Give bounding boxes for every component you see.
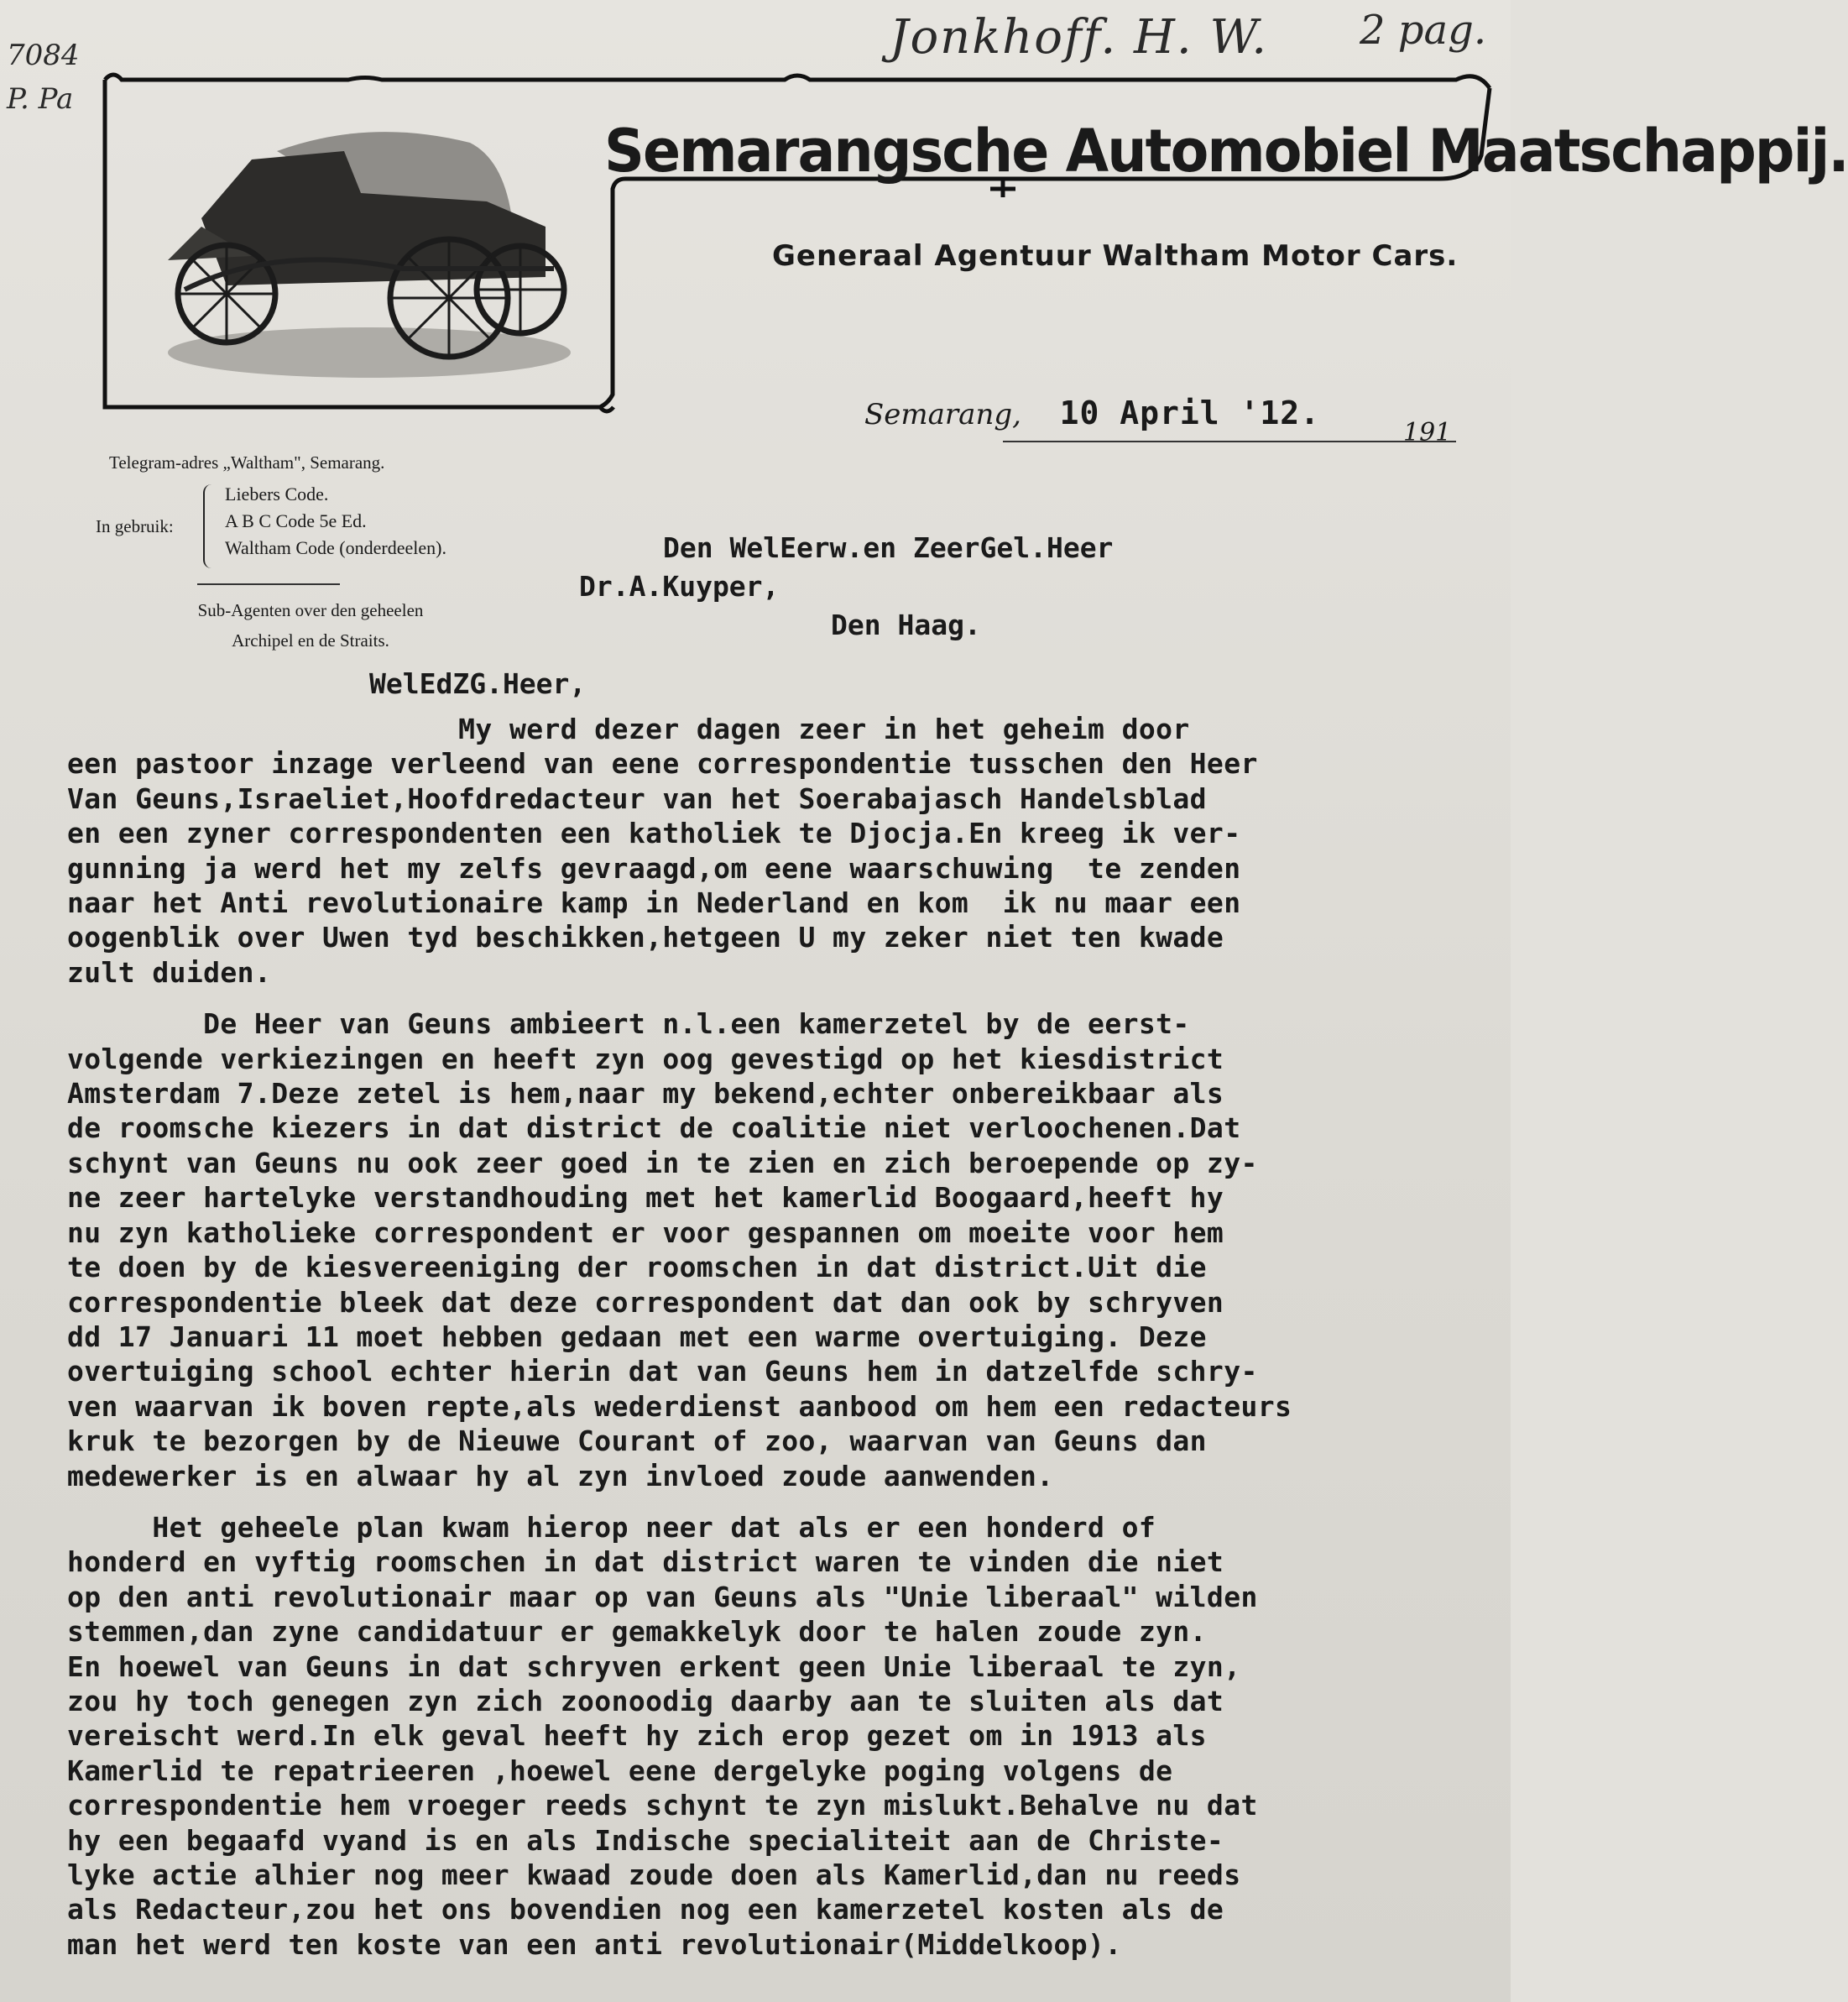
body-line: kruk te bezorgen by de Nieuwe Courant of zoo, waarvan van Geuns dan [67, 1424, 1207, 1458]
body-line: overtuiging school echter hierin dat van Geuns hem in datzelfde schry- [67, 1355, 1258, 1388]
body-line: op den anti revolutionair maar op van Geuns als "Unie liberaal" wilden [67, 1580, 1258, 1613]
code-item: A B C Code 5e Ed. [225, 510, 367, 531]
divider [197, 583, 340, 585]
codes-label: In gebruik: [96, 516, 174, 536]
letterhead-details [92, 449, 529, 656]
body-line: een pastoor inzage verleend van eene correspondentie tusschen den Heer [67, 747, 1258, 781]
archive-mark-line: P. Pa [7, 82, 74, 116]
vintage-automobile-icon [151, 101, 587, 378]
body-line: nu zyn katholieke correspondent er voor gespannen om moeite voor hem [67, 1215, 1224, 1249]
code-item: Waltham Code (onderdeelen). [225, 537, 446, 558]
body-line: naar het Anti revolutionaire kamp in Nederland en kom ik nu maar een [67, 886, 1241, 920]
subagents-note [92, 595, 529, 656]
body-paragraph [67, 1006, 1477, 1493]
body-line: Van Geuns,Israeliet,Hoofdredacteur van het Soerabajasch Handelsblad [67, 781, 1207, 815]
body-line: En hoewel van Geuns in dat schryven erkent geen Unie liberaal te zyn, [67, 1649, 1241, 1683]
body-line: hy een begaafd vyand is en als Indische specialiteit aan de Christe- [67, 1823, 1224, 1857]
body-line: medewerker is en alwaar hy al zyn invloed zoude aanwenden. [67, 1459, 1054, 1492]
body-line: lyke actie alhier nog meer kwaad zoude doen als Kamerlid,dan nu reeds [67, 1858, 1241, 1891]
addressee-line: Den Haag. [831, 609, 981, 641]
body-line: vereischt werd.In elk geval heeft hy zich erop gezet om in 1913 als [67, 1719, 1207, 1753]
body-paragraph [67, 712, 1477, 990]
body-line: Amsterdam 7.Deze zetel is hem,naar my bekend,echter onbereikbaar als [67, 1077, 1224, 1111]
body-line: oogenblik over Uwen tyd beschikken,hetgeen U my zeker niet ten kwade [67, 921, 1224, 954]
dateline-rule [1003, 441, 1456, 442]
body-line: honderd en vyftig roomschen in dat district waren te vinden die niet [67, 1545, 1224, 1579]
code-item: Liebers Code. [225, 484, 329, 504]
company-name: Semarangsche Automobiel Maatschappij. [604, 117, 1848, 186]
addressee-line: Den WelEerw.en ZeerGel.Heer [663, 531, 1114, 564]
body-line: De Heer van Geuns ambieert n.l.een kamerzetel by de eerst- [67, 1007, 1190, 1041]
body-paragraph [67, 1510, 1477, 1962]
telegram-address: Telegram-adres „Waltham", Semarang. [109, 452, 385, 473]
body-line: ven waarvan ik boven repte,als wederdienst aanbood om hem een redacteurs [67, 1389, 1292, 1423]
paragraph-gap [67, 990, 1477, 1006]
dateline [864, 395, 1320, 431]
body-line: en een zyner correspondenten een katholiek te Djocja.En kreeg ik ver- [67, 817, 1241, 850]
agency-subtitle: Generaal Agentuur Waltham Motor Cars. [772, 239, 1459, 273]
body-line: schynt van Geuns nu ook zeer goed in te zien en zich beroepende op zy- [67, 1146, 1258, 1179]
brace-icon [203, 484, 215, 568]
body-line: correspondentie bleek dat deze correspondent dat dan ook by schryven [67, 1285, 1224, 1319]
addressee-line: Dr.A.Kuyper, [579, 570, 780, 603]
body-line: zult duiden. [67, 955, 272, 989]
body-line: ne zeer hartelyke verstandhouding met het kamerlid Boogaard,heeft hy [67, 1181, 1224, 1215]
body-line: dd 17 Januari 11 moet hebben gedaan met een warme overtuiging. Deze [67, 1320, 1207, 1353]
body-line: te doen by de kiesvereeniging der roomschen in dat district.Uit die [67, 1251, 1207, 1284]
author-handwriting: Jonkhoff. H. W. [890, 10, 1269, 65]
body-line: Kamerlid te repatrieeren ,hoewel eene dergelyke poging volgens de [67, 1754, 1173, 1787]
subagents-line: Archipel en de Straits. [232, 630, 389, 651]
archive-mark-handwriting [7, 34, 80, 121]
dateline-place: Semarang, [864, 398, 1021, 431]
body-line: als Redacteur,zou het ons bovendien nog een kamerzetel kosten als de [67, 1893, 1224, 1926]
body-line: My werd dezer dagen zeer in het geheim door [67, 713, 1190, 745]
dateline-date: 10 April '12. [1059, 395, 1320, 431]
codes-in-use [92, 481, 529, 573]
subagents-line: Sub-Agenten over den geheelen [197, 600, 424, 620]
body-line: correspondentie hem vroeger reeds schynt te zyn mislukt.Behalve nu dat [67, 1789, 1258, 1822]
codes-list [225, 481, 446, 562]
body-line: stemmen,dan zyne candidatuur er gemakkelyk door te halen zoude zyn. [67, 1615, 1207, 1649]
body-line: gunning ja werd het my zelfs gevraagd,om eene waarschuwing te zenden [67, 851, 1241, 885]
body-line: man het werd ten koste van een anti revolutionair(Middelkoop). [67, 1927, 1122, 1961]
letter-body [67, 712, 1477, 1962]
addressee-block [579, 529, 1114, 645]
salutation: WelEdZG.Heer, [369, 667, 587, 700]
body-line: zou hy toch genegen zyn zich zoonoodig daarby aan te sluiten als dat [67, 1684, 1224, 1717]
page-count-handwriting: 2 pag. [1360, 7, 1487, 54]
body-line: volgende verkiezingen en heeft zyn oog gevestigd op het kiesdistrict [67, 1042, 1224, 1075]
archive-mark-line: 7084 [7, 39, 80, 72]
dateline-year-print: 191 [1403, 418, 1452, 447]
body-line: de roomsche kiezers in dat district de coalitie niet verloochenen.Dat [67, 1111, 1241, 1145]
paragraph-gap [67, 1493, 1477, 1510]
body-line: Het geheele plan kwam hierop neer dat als er een honderd of [67, 1510, 1156, 1544]
